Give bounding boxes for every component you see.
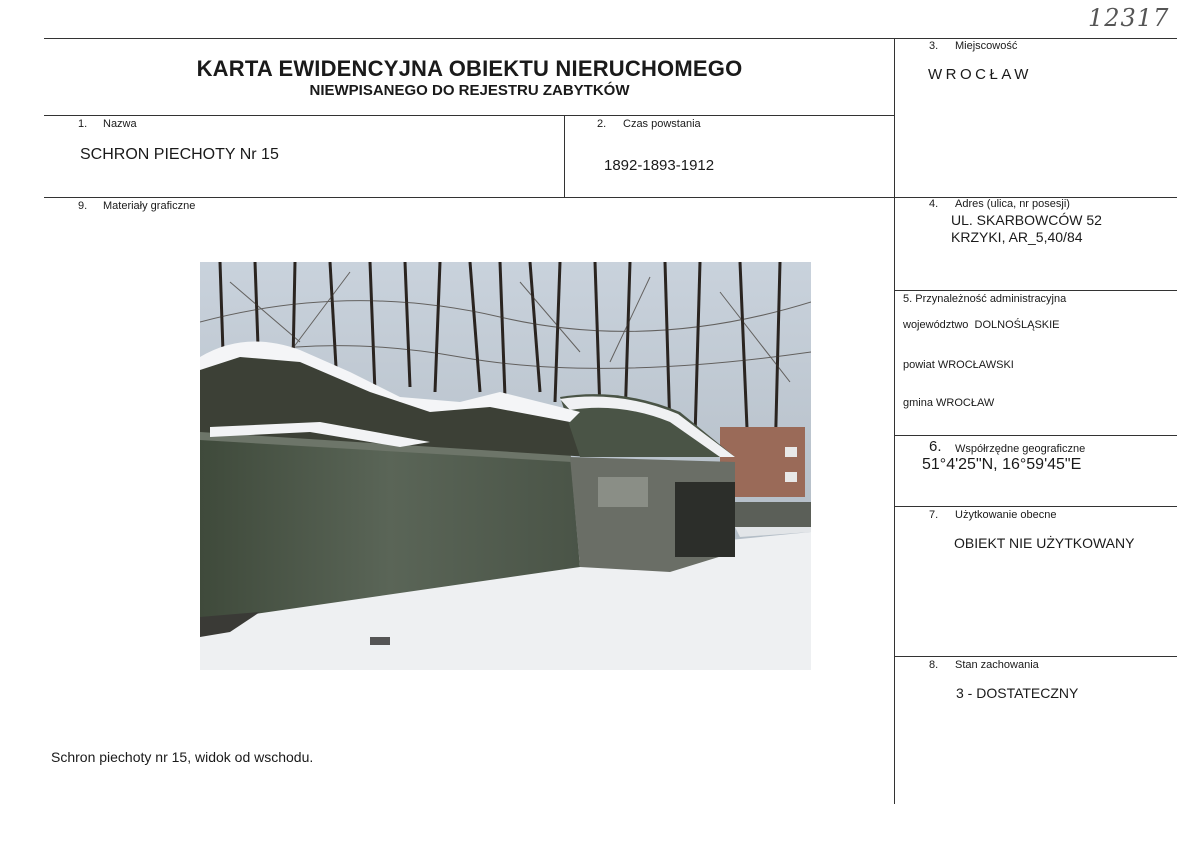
voivodeship-prefix: województwo <box>903 319 969 331</box>
address-line1: UL. SKARBOWCÓW 52 <box>951 212 1102 228</box>
usage-label: Użytkowanie obecne <box>955 509 1057 521</box>
right-column-divider <box>894 38 895 804</box>
graphics-number: 9. <box>78 200 88 212</box>
address-label: Adres (ulica, nr posesji) <box>955 198 1070 210</box>
name-value: SCHRON PIECHOTY Nr 15 <box>80 146 279 163</box>
rule-admin <box>894 290 1177 291</box>
name-number: 1. <box>78 118 88 130</box>
admin-label: 5. Przynależność administracyjna <box>903 293 1067 305</box>
created-value: 1892-1893-1912 <box>604 157 715 174</box>
handwritten-number: 12317 <box>1088 4 1170 32</box>
condition-label: Stan zachowania <box>955 659 1039 671</box>
usage-number: 7. <box>929 509 939 521</box>
coords-value: 51°4'25"N, 16°59'45"E <box>922 456 1082 473</box>
name-date-divider <box>564 115 565 197</box>
address-line2: KRZYKI, AR_5,40/84 <box>951 229 1083 245</box>
county-prefix: powiat <box>903 359 935 371</box>
address-number: 4. <box>929 198 939 210</box>
photo-caption: Schron piechoty nr 15, widok od wschodu. <box>51 749 314 765</box>
voivodeship-value: DOLNOŚLĄSKIE <box>974 319 1060 331</box>
place-value: WROCŁAW <box>928 66 1032 83</box>
coords-label: Współrzędne geograficzne <box>955 443 1086 455</box>
bunker-photo <box>200 262 811 670</box>
commune-prefix: gmina <box>903 397 933 409</box>
county-value: WROCŁAWSKI <box>937 359 1014 371</box>
top-rule <box>44 38 1177 39</box>
header-rule <box>44 115 895 116</box>
rule-usage <box>894 506 1177 507</box>
commune-value: WROCŁAW <box>936 397 995 409</box>
name-label: Nazwa <box>103 118 137 130</box>
usage-value: OBIEKT NIE UŻYTKOWANY <box>954 535 1135 551</box>
created-label: Czas powstania <box>623 118 701 130</box>
condition-number: 8. <box>929 659 939 671</box>
admin-commune <box>903 397 994 409</box>
condition-value: 3 - DOSTATECZNY <box>956 685 1079 701</box>
created-number: 2. <box>597 118 607 130</box>
rule-coords <box>894 435 1177 436</box>
place-label: Miejscowość <box>955 40 1018 52</box>
coords-number: 6. <box>929 438 942 455</box>
admin-county <box>903 359 1014 371</box>
rule-condition <box>894 656 1177 657</box>
page-subtitle: NIEWPISANEGO DO REJESTRU ZABYTKÓW <box>309 82 630 99</box>
graphics-label: Materiały graficzne <box>103 200 196 212</box>
entrance-opening <box>675 482 735 557</box>
page-title: KARTA EWIDENCYJNA OBIEKTU NIERUCHOMEGO <box>196 56 743 81</box>
admin-voivodeship <box>903 319 1060 331</box>
place-number: 3. <box>929 40 939 52</box>
